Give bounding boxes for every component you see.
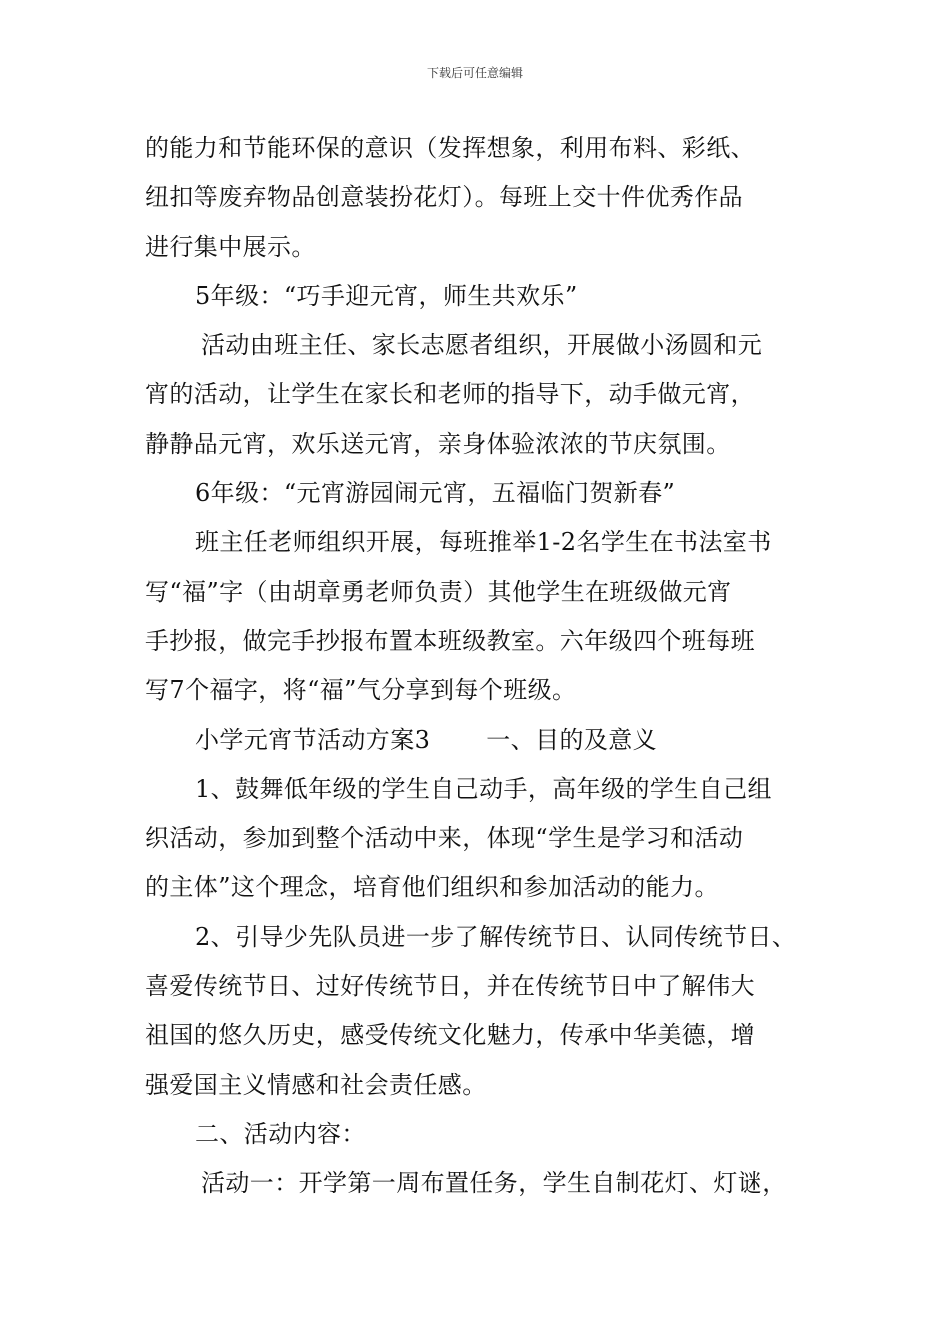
paragraph-line: 活动由班主任、家长志愿者组织，开展做小汤圆和元	[201, 331, 763, 360]
paragraph-line: 2、引导少先队员进一步了解传统节日、认同传统节日、	[195, 922, 797, 951]
activity-content-heading: 二、活动内容：	[195, 1119, 366, 1148]
grade-6-heading: 6年级：“元宵游园闹元宵，五福临门贺新春”	[195, 479, 676, 508]
paragraph-line: 的主体”这个理念，培育他们组织和参加活动的能力。	[145, 873, 719, 902]
paragraph-line: 1、鼓舞低年级的学生自己动手，高年级的学生自己组	[195, 774, 772, 803]
document-body	[145, 124, 835, 1209]
paragraph-line: 喜爱传统节日、过好传统节日，并在传统节日中了解伟大	[145, 972, 755, 1001]
paragraph-line: 宵的活动，让学生在家长和老师的指导下，动手做元宵，	[145, 380, 755, 409]
paragraph-line: 强爱国主义情感和社会责任感。	[145, 1070, 487, 1099]
paragraph-line: 的能力和节能环保的意识（发挥想象，利用布料、彩纸、	[145, 134, 755, 162]
paragraph-line: 织活动，参加到整个活动中来，体现“学生是学习和活动	[145, 824, 744, 853]
paragraph-line: 写7个福字，将“福”气分享到每个班级。	[145, 676, 577, 705]
grade-5-heading: 5年级：“巧手迎元宵，师生共欢乐”	[195, 281, 578, 310]
paragraph-line: 活动一：开学第一周布置任务，学生自制花灯、灯谜，	[201, 1169, 787, 1198]
paragraph-line: 手抄报，做完手抄报布置本班级教室。六年级四个班每班	[145, 626, 755, 655]
plan-3-title: 小学元宵节活动方案3	[195, 725, 431, 754]
paragraph-line: 班主任老师组织开展，每班推举1-2名学生在书法室书	[195, 528, 772, 557]
page-header: 下载后可任意编辑	[426, 66, 523, 80]
paragraph-line: 静静品元宵，欢乐送元宵，亲身体验浓浓的节庆氛围。	[145, 429, 731, 458]
paragraph-line: 写“福”字（由胡章勇老师负责）其他学生在班级做元宵	[145, 577, 732, 606]
paragraph-line: 进行集中展示。	[145, 232, 316, 261]
section-heading-line	[145, 716, 835, 765]
paragraph-line: 祖国的悠久历史，感受传统文化魅力，传承中华美德，增	[145, 1021, 755, 1050]
purpose-heading: 一、目的及意义	[486, 725, 658, 754]
paragraph-line: 纽扣等废弃物品创意装扮花灯）。每班上交十件优秀作品	[145, 183, 743, 212]
